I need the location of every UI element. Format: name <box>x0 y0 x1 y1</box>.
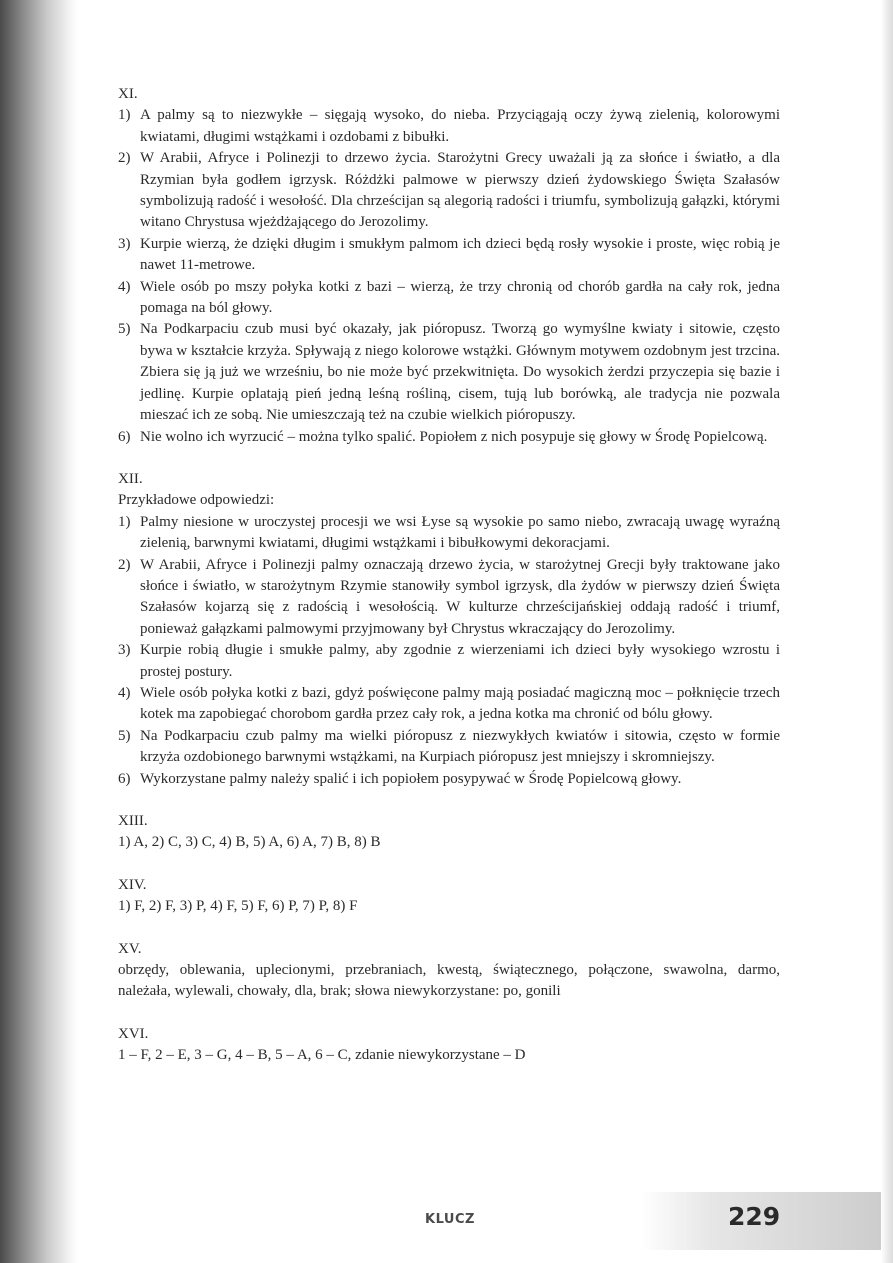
item-number: 1) <box>118 107 131 124</box>
list-item <box>118 427 780 448</box>
list-item <box>118 512 780 555</box>
item-number: 1) <box>118 513 131 530</box>
answer-line: obrzędy, oblewania, uplecionymi, przebraniach, kwestą, świątecznego, połączone, swawolna, darmo, należała, wylewali, chowały, dla, brak; słowa niewykorzystane: po, gonili <box>118 962 780 1000</box>
list-item <box>118 683 780 726</box>
item-text: W Arabii, Afryce i Polinezji palmy oznaczają drzewo życia, w starożytnej Grecji były traktowane jako słońce i światło, w starożytnym Rzymie stanowiły symbol igrzysk, dla żydów w pierwszy dzień Święta Szałasów kojarzą się z radością i wesołością. W kulturze chrześcijańskiej oddają radość i triumf, ponieważ gałązkami palmowymi przyjmowany był Chrystus wkraczający do Jerozolimy. <box>140 556 780 637</box>
item-number: 3) <box>118 235 131 252</box>
section-xv <box>118 939 780 1003</box>
list-item <box>118 769 780 790</box>
answer-line: 1) F, 2) F, 3) P, 4) F, 5) F, 6) P, 7) P, 8) F <box>118 898 358 915</box>
list-item <box>118 555 780 641</box>
list-item <box>118 234 780 277</box>
section-intro: Przykładowe odpowiedzi: <box>118 492 275 509</box>
item-number: 6) <box>118 770 131 787</box>
section-xiii <box>118 811 780 854</box>
section-title: XI. <box>118 86 138 102</box>
item-text: Kurpie robią długie i smukłe palmy, aby zgodnie z wierzeniami ich dzieci były wysokiego wzrostu i prostej postury. <box>140 642 780 680</box>
item-text: W Arabii, Afryce i Polinezji to drzewo życia. Starożytni Grecy uważali ją za słońce i światło, a dla Rzymian była godłem igrzysk. Różdżki palmowe w pierwszy dzień żydowskiego Święta Szałasów symbolizują radość i wesołość. Dla chrześcijan są alegorią radości i triumfu, symbolizują gałązki, którymi witano Chrystusa wjeżdżającego do Jerozolimy. <box>140 150 780 231</box>
answer-list <box>118 105 780 448</box>
item-number: 6) <box>118 428 131 445</box>
page-edge <box>881 0 893 1263</box>
item-number: 4) <box>118 278 131 295</box>
binding-shadow <box>0 0 78 1263</box>
item-number: 4) <box>118 684 131 701</box>
section-title: XIV. <box>118 876 147 893</box>
item-number: 3) <box>118 642 131 659</box>
section-title: XV. <box>118 940 142 957</box>
item-number: 5) <box>118 321 131 338</box>
item-number: 2) <box>118 150 131 167</box>
item-number: 5) <box>118 727 131 744</box>
section-xi <box>118 84 780 448</box>
list-item <box>118 640 780 683</box>
section-title: XII. <box>118 470 143 487</box>
footer-label: KLUCZ <box>425 1212 475 1227</box>
list-item <box>118 726 780 769</box>
section-xvi <box>118 1024 780 1067</box>
section-xii <box>118 469 780 790</box>
answer-key-content <box>118 84 780 1088</box>
answer-line: 1 – F, 2 – E, 3 – G, 4 – B, 5 – A, 6 – C, zdanie niewykorzystane – D <box>118 1047 526 1064</box>
item-number: 2) <box>118 556 131 573</box>
section-xiv <box>118 875 780 918</box>
item-text: Wykorzystane palmy należy spalić i ich popiołem posypywać w Środę Popielcową głowy. <box>140 770 682 787</box>
section-title: XIII. <box>118 813 148 829</box>
section-title: XVI. <box>118 1025 149 1042</box>
item-text: A palmy są to niezwykłe – sięgają wysoko, do nieba. Przyciągają oczy żywą zielenią, kolorowymi kwiatami, długimi wstążkami i ozdobami z bibułki. <box>140 107 780 145</box>
item-text: Na Podkarpaciu czub musi być okazały, jak pióropusz. Tworzą go wymyślne kwiaty i sitowie, często bywa w kształcie krzyża. Spływają z niego kolorowe wstążki. Głównym motywem ozdobnym jest trzcina. Zbiera się ją już we wrześniu, bo nie może być przekwitnięta. Do wysokich żerdzi przyczepia się bazie i jedlinę. Kurpie oplatają pień jedną leśną rośliną, cisem, tują lub borówką, ale tradycja nie pozwala mieszać ich ze sobą. Nie umieszczają też na czubie wielkich pióropuszy. <box>140 321 780 424</box>
item-text: Wiele osób połyka kotki z bazi, gdyż poświęcone palmy mają posiadać magiczną moc – połknięcie trzech kotek ma zapobiegać chorobom gardła przez cały rok, a jedna kotka ma chronić od bólu głowy. <box>140 684 780 723</box>
item-text: Palmy niesione w uroczystej procesji we wsi Łyse są wysokie po samo niebo, zwracają uwagę wyraźną zielenią, barwnymi kwiatami, długimi wstążkami i bibułkowymi dekoracjami. <box>140 513 780 552</box>
answer-list <box>118 512 780 790</box>
page-number: 229 <box>728 1202 781 1231</box>
list-item <box>118 277 780 320</box>
item-text: Na Podkarpaciu czub palmy ma wielki pióropusz z niezwykłych kwiatów i sitowia, często w formie krzyża ozdobionego barwnymi wstążkami, na Kurpiach pióropusz jest mniejszy i skromniejszy. <box>140 727 780 766</box>
item-text: Wiele osób po mszy połyka kotki z bazi – wierzą, że trzy chronią od chorób gardła na cały rok, jedna pomaga na ból głowy. <box>140 278 780 317</box>
item-text: Nie wolno ich wyrzucić – można tylko spalić. Popiołem z nich posypuje się głowy w Środę Popielcową. <box>140 428 768 445</box>
answer-line: 1) A, 2) C, 3) C, 4) B, 5) A, 6) A, 7) B, 8) B <box>118 834 381 851</box>
list-item <box>118 319 780 426</box>
item-text: Kurpie wierzą, że dzięki długim i smukłym palmom ich dzieci będą rosły wysokie i proste, więc robią je nawet 11-metrowe. <box>140 235 780 274</box>
list-item <box>118 148 780 234</box>
list-item <box>118 105 780 148</box>
